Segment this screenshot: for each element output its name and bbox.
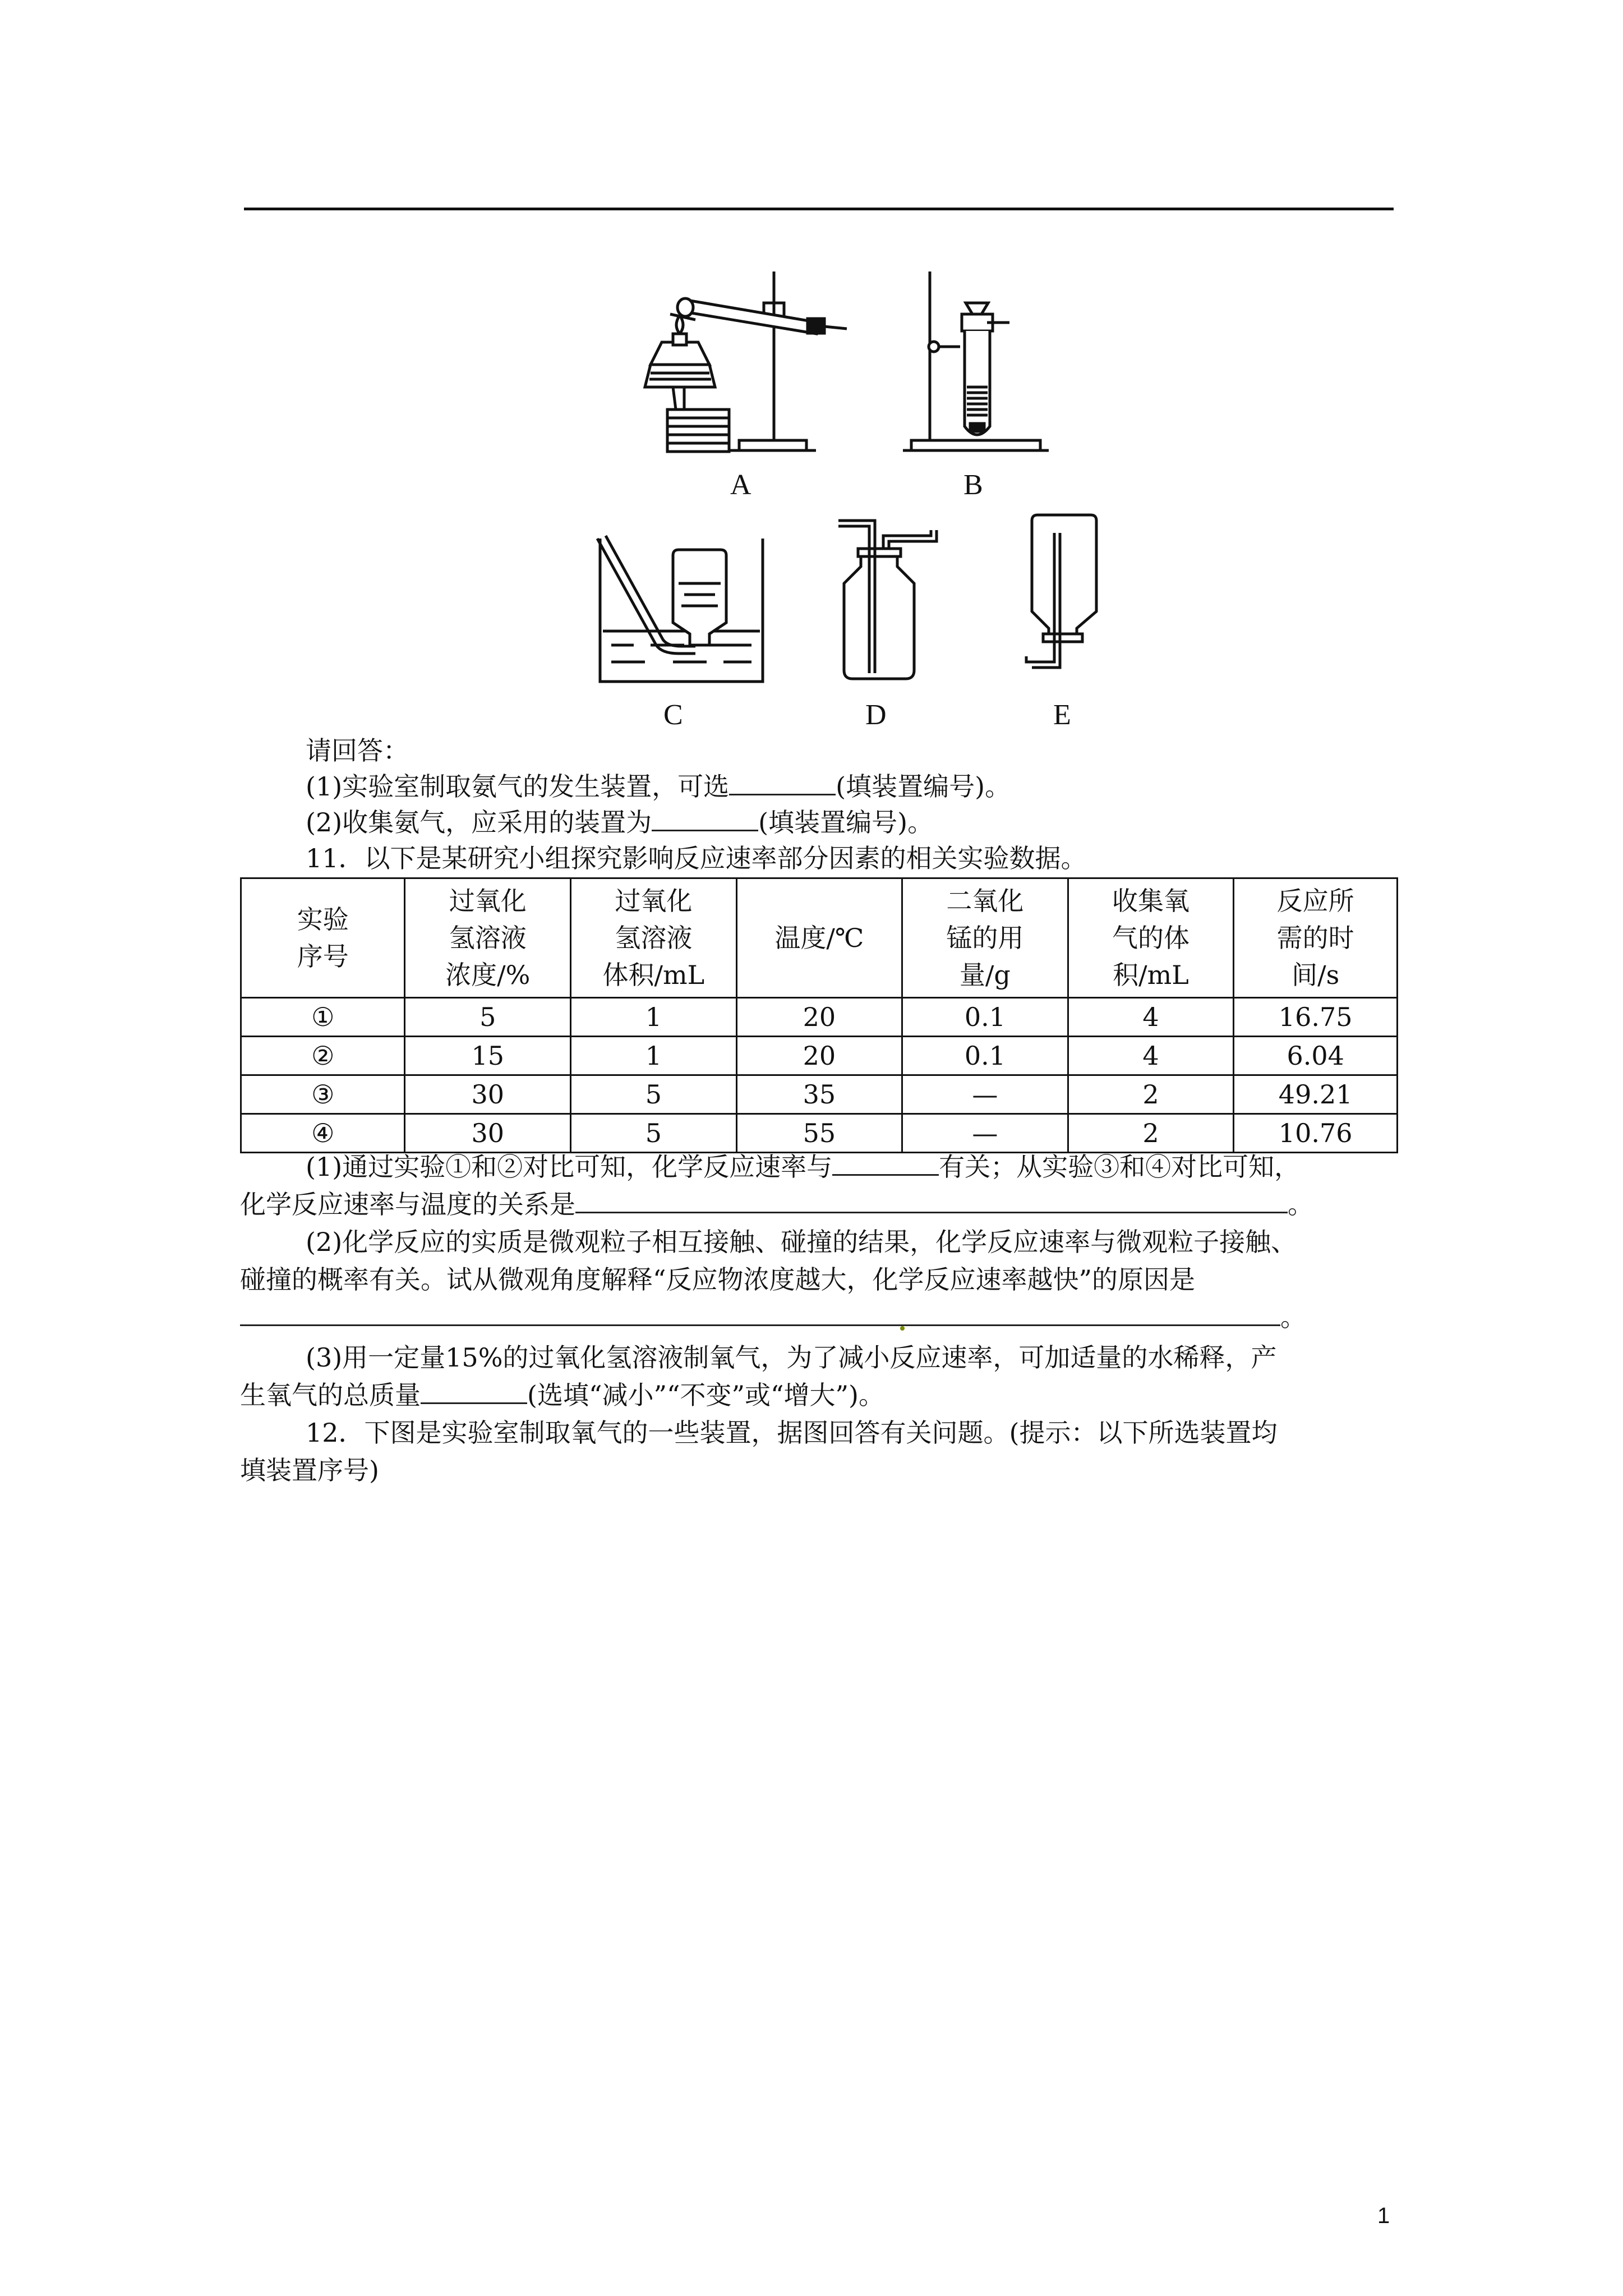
table-cell: 2 (1068, 1075, 1234, 1114)
figure-label-b: B (963, 469, 983, 501)
table-cell: 0.1 (902, 998, 1068, 1037)
stray-dot (900, 1326, 905, 1331)
q10-part2-pre: (2)收集氨气，应采用的装置为 (306, 807, 652, 838)
table-cell: 15 (405, 1037, 571, 1075)
q10-part2-blank[interactable] (652, 807, 758, 831)
col-header-oxygen-volume: 收集氧 气的体 积/mL (1068, 878, 1234, 998)
table-cell: 5 (405, 998, 571, 1037)
figure-label-a: A (730, 469, 751, 501)
table-cell: 4 (1068, 998, 1234, 1037)
table-cell: 5 (571, 1114, 737, 1153)
table-cell: ② (241, 1037, 405, 1075)
experiment-data-table (240, 877, 1398, 1153)
table-cell: 10.76 (1234, 1114, 1398, 1153)
q11-part3-blank[interactable] (421, 1380, 527, 1404)
table-header-row (241, 878, 1398, 998)
apparatus-c-drawing (597, 536, 763, 682)
table-cell: — (902, 1114, 1068, 1153)
table-row (241, 998, 1398, 1037)
table-cell: 30 (405, 1075, 571, 1114)
table-cell: 4 (1068, 1037, 1234, 1075)
table-row (241, 1037, 1398, 1075)
table-cell: 20 (736, 998, 902, 1037)
figure-label-c: C (663, 699, 683, 731)
col-header-mno2: 二氧化 锰的用 量/g (902, 878, 1068, 998)
table-cell: 2 (1068, 1114, 1234, 1153)
table-cell: 20 (736, 1037, 902, 1075)
apparatus-e-drawing (1026, 515, 1096, 668)
q11-part2-line2: 碰撞的概率有关。试从微观角度解释“反应物浓度越大，化学反应速率越快”的原因是 (240, 1264, 1196, 1295)
page-number: 1 (1377, 2203, 1390, 2228)
q11-part3-line1: (3)用一定量15%的过氧化氢溶液制氧气，为了减小反应速率，可加适量的水稀释，产 (306, 1342, 1277, 1373)
table-cell: 1 (571, 1037, 737, 1075)
table-cell: 0.1 (902, 1037, 1068, 1075)
q11-part2-line3 (240, 1299, 1306, 1335)
table-cell: 16.75 (1234, 998, 1398, 1037)
apparatus-b-drawing (903, 272, 1049, 450)
q10-part1-pre: (1)实验室制取氨气的发生装置，可选 (306, 771, 730, 802)
q10-part1 (306, 769, 1011, 804)
table-row (241, 1075, 1398, 1114)
q11-part2-line1: (2)化学反应的实质是微观粒子相互接触、碰撞的结果，化学反应速率与微观粒子接触、 (306, 1227, 1297, 1257)
q12-line2: 填装置序号) (240, 1455, 379, 1485)
table-cell: ④ (241, 1114, 405, 1153)
col-header-concentration: 过氧化 氢溶液 浓度/% (405, 878, 571, 998)
q11-part1-pre: (1)通过实验①和②对比可知，化学反应速率与 (306, 1152, 833, 1182)
col-header-time: 反应所 需的时 间/s (1234, 878, 1398, 998)
q11-part1-line2 (240, 1186, 1313, 1222)
q11-part1-temperature-blank[interactable] (575, 1189, 1288, 1213)
q11-part3-post: (选填“减小”“不变”或“增大”)。 (527, 1380, 884, 1410)
table-cell: 1 (571, 998, 737, 1037)
table-cell: — (902, 1075, 1068, 1114)
table-cell: ① (241, 998, 405, 1037)
col-header-volume: 过氧化 氢溶液 体积/mL (571, 878, 737, 998)
q12-line1: 12．下图是实验室制取氧气的一些装置，据图回答有关问题。(提示：以下所选装置均 (306, 1418, 1278, 1448)
q11-part1-post: 有关；从实验③和④对比可知， (939, 1152, 1301, 1182)
q10-part2-post: (填装置编号)。 (758, 807, 934, 838)
table-cell: 35 (736, 1075, 902, 1114)
table-cell: 30 (405, 1114, 571, 1153)
col-header-temperature: 温度/℃ (736, 878, 902, 998)
q11-part1-line2-pre: 化学反应速率与温度的关系是 (240, 1189, 575, 1220)
figure-label-d: D (865, 699, 887, 731)
q10-part2 (306, 804, 933, 840)
table-cell: 5 (571, 1075, 737, 1114)
figure-label-e: E (1053, 699, 1071, 731)
table-cell: 49.21 (1234, 1075, 1398, 1114)
q11-part1-line2-post: 。 (1288, 1189, 1313, 1220)
apparatus-d-drawing (838, 521, 937, 679)
table-cell: 6.04 (1234, 1037, 1398, 1075)
table-cell: 55 (736, 1114, 902, 1153)
q11-intro: 11．以下是某研究小组探究影响反应速率部分因素的相关实验数据。 (306, 843, 1087, 873)
q11-part1-blank[interactable] (832, 1152, 939, 1176)
q10-prompt: 请回答： (306, 735, 409, 766)
q11-part2-post: 。 (1280, 1302, 1306, 1332)
q11-part3-line2 (240, 1377, 884, 1413)
q10-part1-blank[interactable] (729, 771, 836, 795)
table-cell: ③ (241, 1075, 405, 1114)
apparatus-a-drawing (645, 272, 847, 452)
table-row (241, 1114, 1398, 1153)
q10-part1-post: (填装置编号)。 (836, 771, 1011, 802)
q11-part1-line1 (306, 1149, 1300, 1185)
apparatus-figure (0, 0, 1623, 729)
q11-part2-blank[interactable] (240, 1302, 1280, 1326)
col-header-serial: 实验 序号 (241, 878, 405, 998)
q11-part3-pre: 生氧气的总质量 (240, 1380, 421, 1410)
